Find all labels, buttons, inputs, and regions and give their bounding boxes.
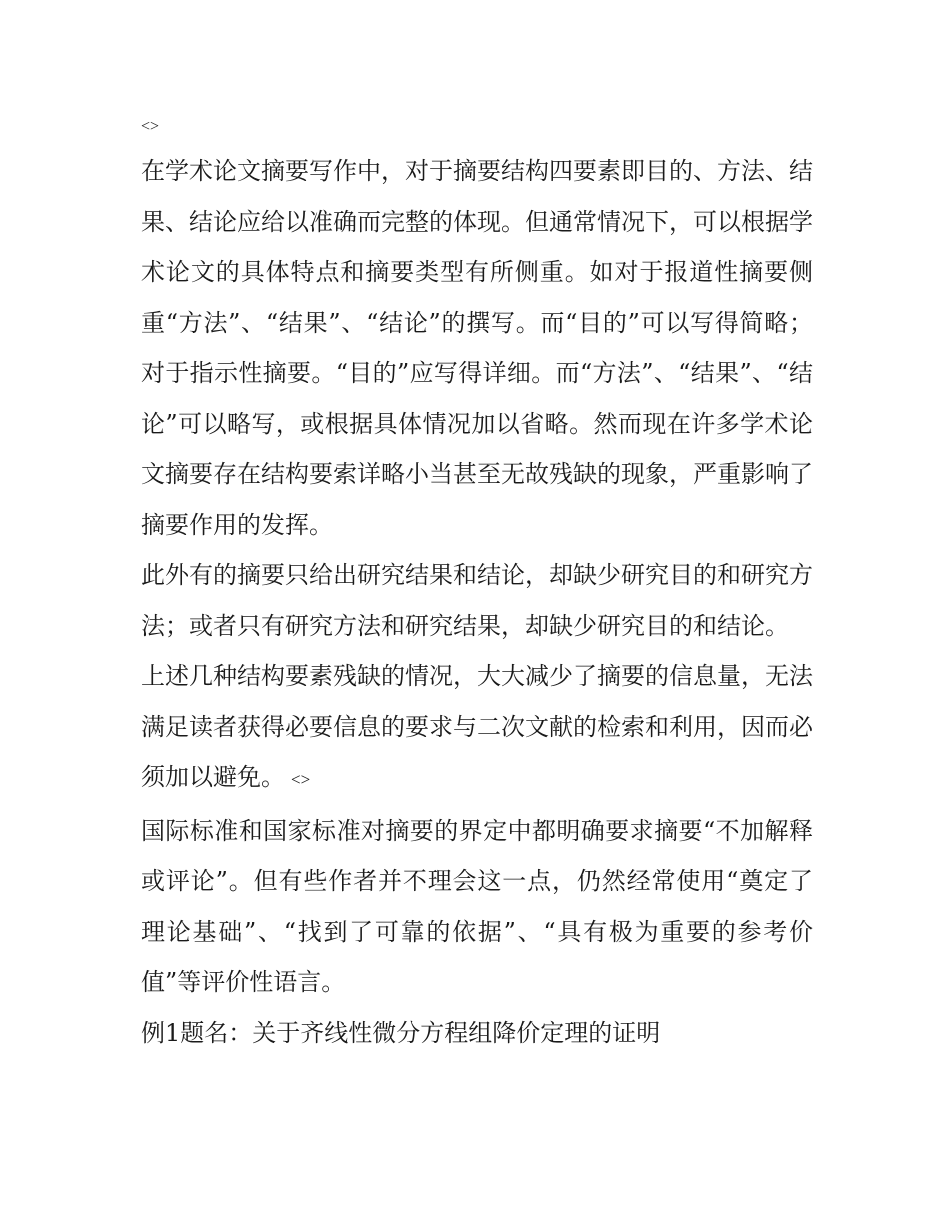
section-marker: <> [141, 118, 160, 135]
paragraph-example-title: 例1题名：关于齐线性微分方程组降价定理的证明 [141, 1018, 661, 1047]
document-page [141, 112, 813, 1058]
paragraph-avoid-missing-text: 上述几种结构要素残缺的情况，大大减少了摘要的信息量，无法满足读者获得必要信息的要求与二次文献的检索和利用，因而必须加以避免。 [141, 662, 813, 791]
paragraph-missing-elements: 此外有的摘要只给出研究结果和结论，却缺少研究目的和研究方法；或者只有研究方法和研究结果，却缺少研究目的和结论。 [141, 561, 813, 640]
inline-marker: <> [291, 770, 311, 789]
paragraph-no-comment: 国际标准和国家标准对摘要的界定中都明确要求摘要“不加解释或评论”。但有些作者并不理会这一点，仍然经常使用“奠定了理论基础”、“找到了可靠的依据”、“具有极为重要的参考价值”等评价性语言。 [141, 816, 813, 996]
paragraph-avoid-missing [141, 651, 813, 806]
paragraph-abstract-structure: 在学术论文摘要写作中，对于摘要结构四要素即目的、方法、结果、结论应给以准确而完整的体现。但通常情况下，可以根据学术论文的具体特点和摘要类型有所侧重。如对于报道性摘要侧重“方法”、“结果”、“结论”的撰写。而“目的”可以写得简略；对于指示性摘要。“目的”应写得详细。而“方法”、“结果”、“结论”可以略写，或根据具体情况加以省略。然而现在许多学术论文摘要存在结构要索详略小当甚至无故残缺的现象，严重影响了摘要作用的发挥。 [141, 157, 813, 539]
